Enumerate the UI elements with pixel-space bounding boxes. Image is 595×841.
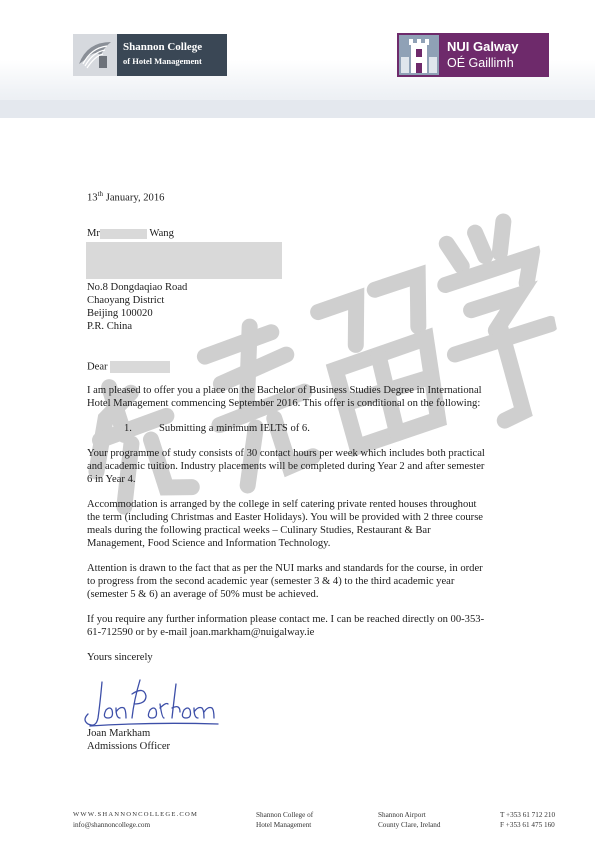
closing: Yours sincerely: [87, 652, 153, 663]
letterhead-header: [0, 0, 595, 118]
paragraph-1-line-1: I am pleased to offer you a place on the Bachelor of Business Studies Degree in International: [87, 385, 482, 396]
paragraph-4-line-2: to progress from the second academic year (semester 3 & 4) to the third academic year: [87, 576, 455, 587]
date-rest: January, 2016: [103, 192, 165, 204]
nui-logo-line2: OÉ Gaillimh: [447, 56, 514, 70]
footer-web: WWW.SHANNONCOLLEGE.COM: [73, 811, 199, 818]
paragraph-3-line-2: the term (including Christmas and Easter Holidays). You will be provided with 2 three course: [87, 512, 484, 523]
paragraph-2-line-2: and academic tuition. Industry placements will be completed during Year 2 and after semester: [87, 461, 485, 472]
footer-org-line1: Shannon College of: [256, 811, 314, 819]
date-suffix: th: [97, 190, 104, 198]
address-line-1: No.8 Dongdaqiao Road: [87, 282, 188, 293]
signer-title: Admissions Officer: [87, 741, 171, 752]
signer-name: Joan Markham: [87, 728, 151, 739]
dear-line: [87, 361, 170, 374]
shannon-logo-line1: Shannon College: [123, 41, 203, 53]
signature: [80, 674, 220, 734]
footer-fax: F +353 61 475 160: [500, 821, 555, 829]
recipient-surname: Wang: [149, 228, 174, 239]
paragraph-3-line-3: meals during the following practical weeks – Culinary Studies, Restaurant & Bar: [87, 525, 431, 536]
shannon-logo-line2: of Hotel Management: [123, 56, 202, 66]
castle-tower-icon: [399, 35, 439, 75]
date-day: 13: [87, 192, 98, 204]
header-strip: [0, 100, 595, 118]
paragraph-3-line-1: Accommodation is arranged by the college in self catering private rented houses throughout: [87, 499, 477, 510]
condition-text: Submitting a minimum IELTS of 6.: [159, 423, 310, 434]
nui-galway-logo: [397, 33, 549, 77]
paragraph-4-line-3: (semester 5 & 6) an average of 50% must be achieved.: [87, 589, 319, 600]
paragraph-5-line-1: If you require any further information please contact me. I can be reached directly on 00-353-: [87, 614, 485, 625]
footer-telephone: T +353 61 712 210: [500, 811, 556, 819]
footer-email: info@shannoncollege.com: [73, 821, 151, 829]
recipient-prefix: Mr: [87, 228, 100, 239]
redacted-name: [100, 229, 147, 239]
nui-logo-line1: NUI Galway: [447, 39, 519, 54]
paragraph-3-line-4: Management, Food Science and Information Technology.: [87, 538, 331, 549]
address-line-4: P.R. China: [87, 321, 133, 332]
address-line-2: Chaoyang District: [87, 295, 165, 306]
recipient-name: [87, 228, 174, 241]
letter-date: [87, 188, 164, 205]
footer-org-line2: Hotel Management: [256, 821, 312, 829]
dear-word: Dear: [87, 361, 108, 373]
paragraph-5-line-2: 61-712590 or by e-mail joan.markham@nuigalway.ie: [87, 627, 315, 638]
redacted-address-line: [86, 242, 282, 279]
footer-address-line2: County Clare, Ireland: [378, 821, 441, 829]
redacted-salutation: [110, 361, 170, 373]
address-line-3: Beijing 100020: [87, 308, 153, 319]
shannon-college-logo: [73, 34, 227, 76]
paragraph-4-line-1: Attention is drawn to the fact that as per the NUI marks and standards for the course, in order: [87, 563, 483, 574]
footer-address-line1: Shannon Airport: [378, 811, 426, 819]
paragraph-2-line-1: Your programme of study consists of 30 contact hours per week which includes both practical: [87, 448, 485, 459]
condition-number: 1.: [124, 423, 132, 434]
paragraph-2-line-3: 6 in Year 4.: [87, 474, 136, 485]
winged-harp-icon: [73, 34, 117, 76]
paragraph-1-line-2: Hotel Management commencing September 2016. This offer is conditional on the following:: [87, 398, 481, 409]
